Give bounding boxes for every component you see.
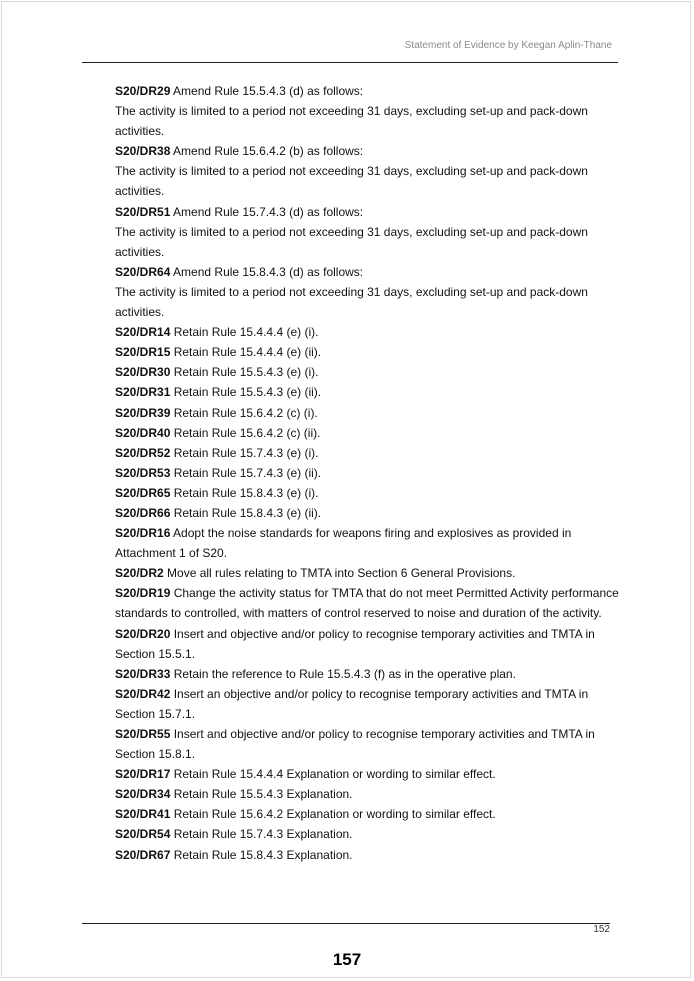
line-text: Retain Rule 15.8.4.3 (e) (ii). [170,505,322,520]
submission-point-line [115,423,610,443]
line-text: Amend Rule 15.6.4.2 (b) as follows: [170,144,364,159]
line-text: Retain Rule 15.4.4.4 (e) (i). [170,325,319,340]
submission-reference: S20/DR33 [115,666,171,681]
submission-point-line [115,784,610,804]
line-text: activities. [115,184,165,199]
line-text: Retain Rule 15.7.4.3 (e) (i). [170,445,319,460]
submission-reference: S20/DR42 [115,686,171,701]
body-text-line [115,704,610,724]
submission-point-line [115,523,610,543]
submission-reference: S20/DR52 [115,445,171,460]
submission-reference: S20/DR53 [115,465,171,480]
submission-reference: S20/DR39 [115,405,171,420]
body-text-line [115,302,610,322]
line-text: Insert an objective and/or policy to recognise temporary activities and TMTA in [170,686,589,701]
line-text: Amend Rule 15.8.4.3 (d) as follows: [170,264,364,279]
body-text-line [115,282,610,302]
body-text-line [115,744,610,764]
submission-point-line [115,463,610,483]
submission-reference: S20/DR15 [115,345,171,360]
line-text: Retain the reference to Rule 15.5.4.3 (f) as in the operative plan. [170,666,516,681]
document-body [115,81,619,865]
submission-reference: S20/DR41 [115,807,171,822]
submission-reference: S20/DR65 [115,485,171,500]
submission-point-line [115,443,610,463]
line-text: The activity is limited to a period not exceeding 31 days, excluding set-up and pack-down [115,224,588,239]
submission-point-line [115,483,610,503]
submission-point-line [115,845,610,865]
line-text: Retain Rule 15.5.4.3 Explanation. [170,787,353,802]
submission-point-line [115,202,610,222]
submission-point-line [115,583,619,603]
submission-reference: S20/DR14 [115,325,171,340]
body-text-line [115,101,610,121]
submission-point-line [115,563,610,583]
line-text: Insert and objective and/or policy to recognise temporary activities and TMTA in [170,727,595,741]
line-text: Retain Rule 15.7.4.3 (e) (ii). [170,465,322,480]
line-text: Section 15.5.1. [115,646,196,661]
submission-reference: S20/DR31 [115,385,171,400]
submission-point-line [115,824,610,844]
submission-reference: S20/DR66 [115,505,171,520]
submission-reference: S20/DR40 [115,425,171,440]
line-text: Retain Rule 15.8.4.3 Explanation. [170,847,353,862]
footer-rule [82,923,610,924]
submission-point-line [115,624,610,644]
submission-reference: S20/DR51 [115,204,171,219]
submission-reference: S20/DR54 [115,827,171,842]
line-text: Retain Rule 15.6.4.2 (c) (ii). [170,425,321,440]
submission-reference: S20/DR29 [115,84,171,98]
submission-point-line [115,503,610,523]
submission-reference: S20/DR20 [115,626,171,641]
page-number: 152 [593,924,610,935]
line-text: Attachment 1 of S20. [115,546,228,561]
submission-point-line [115,262,610,282]
document-header-title: Statement of Evidence by Keegan Aplin-Thane [404,40,612,51]
line-text: standards to controlled, with matters of control reserved to noise and duration of the activity. [115,606,602,621]
line-text: The activity is limited to a period not exceeding 31 days, excluding set-up and pack-down [115,164,588,179]
header-rule [82,62,618,63]
line-text: Retain Rule 15.6.4.2 (c) (i). [170,405,318,420]
submission-reference: S20/DR38 [115,144,171,159]
submission-point-line [115,81,610,101]
submission-point-line [115,403,610,423]
line-text: Adopt the noise standards for weapons firing and explosives as provided in [170,526,572,541]
submission-point-line [115,764,610,784]
line-text: activities. [115,124,165,139]
submission-reference: S20/DR64 [115,264,171,279]
submission-reference: S20/DR16 [115,526,171,541]
submission-reference: S20/DR67 [115,847,171,862]
body-text-line [115,161,610,181]
submission-reference: S20/DR2 [115,566,164,581]
line-text: Retain Rule 15.4.4.4 Explanation or wording to similar effect. [170,767,496,782]
line-text: activities. [115,244,165,259]
line-text: Retain Rule 15.4.4.4 (e) (ii). [170,345,322,360]
submission-reference: S20/DR30 [115,365,171,380]
body-text-line [115,543,610,563]
line-text: Retain Rule 15.7.4.3 Explanation. [170,827,353,842]
line-text: The activity is limited to a period not exceeding 31 days, excluding set-up and pack-down [115,104,588,119]
line-text: Section 15.7.1. [115,706,196,721]
body-text-line [115,181,610,201]
submission-point-line [115,724,610,744]
body-text-line [115,121,610,141]
line-text: Insert and objective and/or policy to recognise temporary activities and TMTA in [170,626,595,641]
body-text-line [115,603,610,623]
submission-reference: S20/DR19 [115,586,171,601]
line-text: Retain Rule 15.5.4.3 (e) (ii). [170,385,322,400]
line-text: Retain Rule 15.8.4.3 (e) (i). [170,485,319,500]
line-text: Move all rules relating to TMTA into Section 6 General Provisions. [163,566,516,581]
line-text: Change the activity status for TMTA that do not meet Permitted Activity performance [170,586,619,601]
body-text-line [115,222,610,242]
submission-reference: S20/DR55 [115,727,171,741]
body-text-line [115,644,610,664]
submission-point-line [115,322,610,342]
line-text: Retain Rule 15.5.4.3 (e) (i). [170,365,319,380]
line-text: Amend Rule 15.7.4.3 (d) as follows: [170,204,364,219]
line-text: Amend Rule 15.5.4.3 (d) as follows: [170,84,364,98]
body-text-line [115,242,610,262]
line-text: activities. [115,305,165,320]
submission-point-line [115,382,610,402]
submission-reference: S20/DR34 [115,787,171,802]
submission-point-line [115,362,610,382]
line-text: The activity is limited to a period not exceeding 31 days, excluding set-up and pack-down [115,284,588,299]
submission-point-line [115,141,610,161]
stamp-page-number: 157 [332,950,362,969]
line-text: Retain Rule 15.6.4.2 Explanation or wording to similar effect. [170,807,496,822]
submission-point-line [115,342,610,362]
submission-point-line [115,804,610,824]
submission-point-line [115,664,610,684]
submission-point-line [115,684,610,704]
submission-reference: S20/DR17 [115,767,171,782]
line-text: Section 15.8.1. [115,747,196,762]
